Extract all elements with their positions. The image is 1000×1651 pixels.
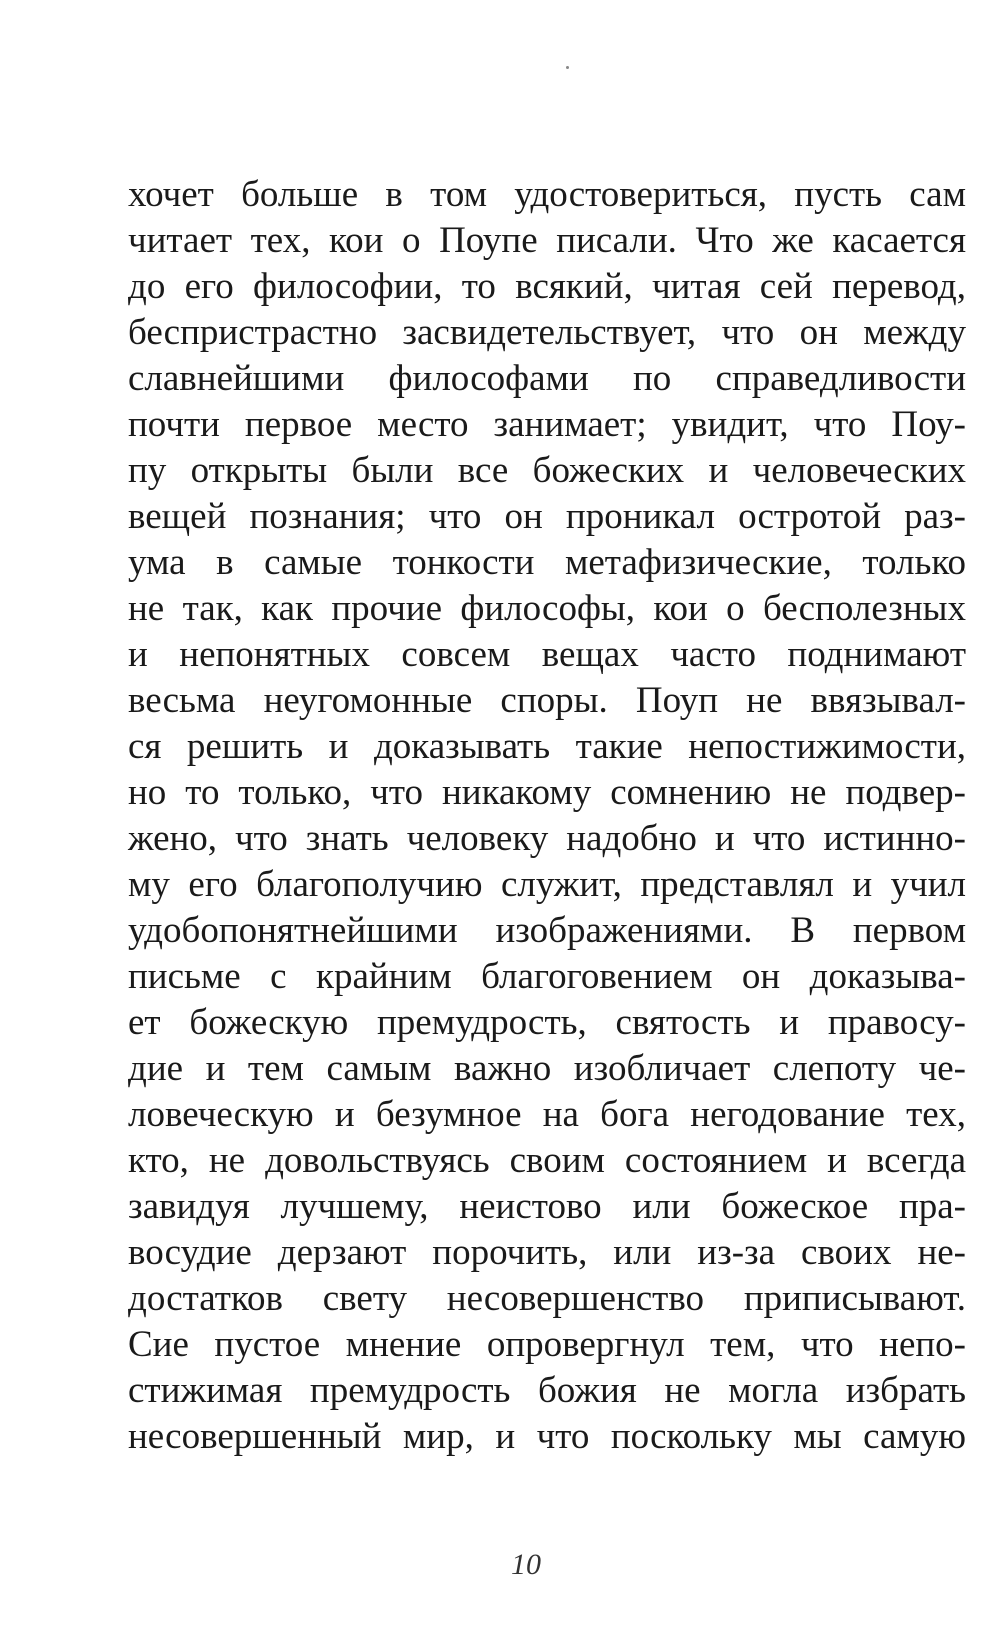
text-line: ся решить и доказывать такие непостижимости, [128,726,966,767]
text-line: вещей познания; что он проникал остротой раз- [128,496,966,537]
text-line: до его философии, то всякий, читая сей перевод, [128,266,966,307]
text-line: пу открыты были все божеских и человеческих [128,450,966,491]
text-line: почти первое место занимает; увидит, что Поу- [128,404,966,445]
text-line: но то только, что никакому сомнению не подвер- [128,772,966,813]
text-line: му его благополучию служит, представлял и учил [128,864,966,905]
text-line: весьма неугомонные споры. Поуп не ввязывал- [128,680,966,721]
text-line: хочет больше в том удостовериться, пусть сам [128,174,966,215]
text-line: жено, что знать человеку надобно и что истинно- [128,818,966,859]
text-line: славнейшими философами по справедливости [128,358,966,399]
text-line: завидуя лучшему, неистово или божеское пра- [128,1186,966,1227]
text-line: ума в самые тонкости метафизические, только [128,542,966,583]
text-line: несовершенный мир, и что поскольку мы самую [128,1416,966,1457]
text-line: стижимая премудрость божия не могла избрать [128,1370,966,1411]
text-line: достатков свету несовершенство приписывают. [128,1278,966,1319]
text-line: беспристрастно засвидетельствует, что он между [128,312,966,353]
text-line: удобопонятнейшими изображениями. В первом [128,910,966,951]
text-line: восудие дерзают порочить, или из-за своих не- [128,1232,966,1273]
text-line: и непонятных совсем вещах часто поднимают [128,634,966,675]
text-line: дие и тем самым важно изобличает слепоту че- [128,1048,966,1089]
text-line: письме с крайним благоговением он доказыва- [128,956,966,997]
text-line: кто, не довольствуясь своим состоянием и всегда [128,1140,966,1181]
text-line: ет божескую премудрость, святость и правосу- [128,1002,966,1043]
page-number: 10 [511,1548,541,1581]
body-text [128,172,966,1460]
text-line: Сие пустое мнение опровергнул тем, что непо- [128,1324,966,1365]
text-line: не так, как прочие философы, кои о бесполезных [128,588,966,629]
text-line: ловеческую и безумное на бога негодование тех, [128,1094,966,1135]
print-speck [566,66,569,69]
text-line: читает тех, кои о Поупе писали. Что же касается [128,220,966,261]
